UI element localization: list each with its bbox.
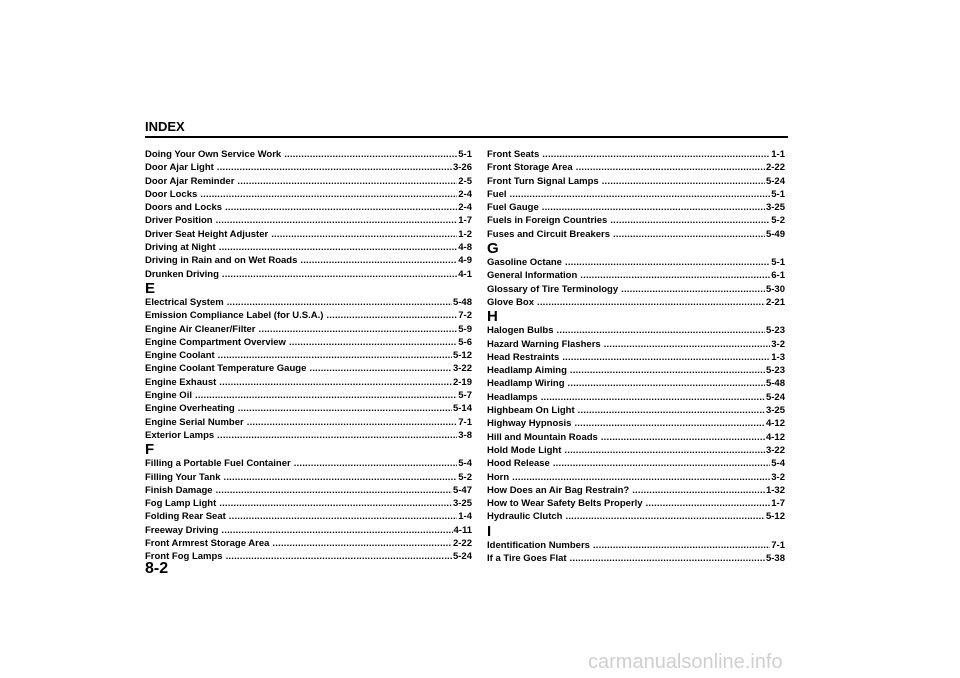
index-entry-label: Finish Damage — [145, 484, 213, 496]
dot-leader — [610, 214, 770, 227]
dot-leader — [512, 471, 770, 484]
index-entry — [487, 188, 785, 201]
dot-leader — [309, 362, 452, 375]
index-entry-label: Front Turn Signal Lamps — [487, 175, 599, 187]
index-entry — [145, 429, 472, 442]
index-entry — [487, 351, 785, 364]
index-entry-label: Horn — [487, 471, 510, 483]
dot-leader — [225, 201, 457, 214]
index-entry-page: 2-22 — [452, 538, 472, 550]
index-entry-page: 5-4 — [458, 458, 472, 470]
index-entry-label: Highway Hypnosis — [487, 418, 572, 430]
index-entry-label: Doors and Locks — [145, 202, 223, 214]
index-entry — [145, 161, 472, 174]
index-entry-label: Engine Coolant Temperature Gauge — [145, 363, 307, 375]
index-entry-label: General Information — [487, 270, 578, 282]
index-entry-label: Doing Your Own Service Work — [145, 149, 282, 160]
index-entry-page: 5-14 — [452, 403, 472, 415]
index-section-letter: I — [487, 522, 492, 540]
index-entry — [487, 296, 785, 309]
index-entry — [487, 283, 785, 296]
dot-leader — [566, 510, 765, 523]
index-entry-label: If a Tire Goes Flat — [487, 553, 567, 565]
index-entry-label: Door Ajar Reminder — [145, 175, 235, 187]
index-entry — [487, 471, 785, 484]
index-entry — [145, 336, 472, 349]
index-entry-page: 3-2 — [771, 338, 785, 350]
index-entry — [487, 201, 785, 214]
index-entry — [487, 256, 785, 269]
index-entry-page: 5-30 — [765, 283, 785, 295]
dot-leader — [247, 416, 458, 429]
index-entry-page: 5-23 — [765, 325, 785, 337]
index-section-letter: H — [487, 308, 498, 326]
index-entry-label: Driver Position — [145, 215, 213, 227]
dot-leader — [326, 309, 457, 322]
index-entry-label: Front Fog Lamps — [145, 551, 223, 563]
dot-leader — [227, 296, 452, 309]
index-entry-page: 5-1 — [771, 188, 785, 200]
index-entry — [145, 148, 472, 161]
index-entry-label: Electrical System — [145, 296, 224, 308]
index-entry-label: Fuel — [487, 188, 507, 200]
index-entry-page: 5-12 — [765, 511, 785, 523]
dot-leader — [271, 228, 457, 241]
dot-leader — [602, 175, 765, 188]
index-entry — [487, 539, 785, 552]
page-number: 8-2 — [145, 560, 169, 577]
dot-leader — [601, 431, 765, 444]
index-entry-page: 1-7 — [771, 498, 785, 510]
index-entry-label: How Does an Air Bag Restrain? — [487, 484, 630, 496]
index-entry — [145, 497, 472, 510]
index-entry-page: 5-23 — [765, 365, 785, 377]
dot-leader — [284, 148, 457, 161]
dot-leader — [216, 484, 452, 497]
dot-leader — [613, 228, 765, 241]
page-header-title: INDEX — [145, 119, 185, 134]
index-entry — [145, 550, 472, 563]
index-entry-page: 4-11 — [453, 524, 472, 536]
index-entry-page: 7-2 — [458, 310, 472, 322]
index-entry — [145, 376, 472, 389]
index-entry-page: 4-9 — [458, 255, 472, 267]
index-entry-page: 3-2 — [771, 471, 785, 483]
index-entry-page: 5-2 — [458, 471, 472, 483]
index-entry-label: Identification Numbers — [487, 539, 590, 551]
dot-leader — [200, 188, 457, 201]
dot-leader — [229, 510, 458, 523]
index-entry-page: 5-48 — [765, 378, 785, 390]
dot-leader — [557, 324, 765, 337]
index-entry-label: Head Restraints — [487, 351, 560, 363]
dot-leader — [510, 188, 771, 201]
index-entry-page: 2-4 — [458, 188, 472, 200]
dot-leader — [259, 323, 458, 336]
dot-leader — [562, 351, 770, 364]
index-entry-label: Fog Lamp Light — [145, 498, 217, 510]
dot-leader — [537, 296, 765, 309]
index-entry-label: Engine Exhaust — [145, 376, 217, 388]
index-entry-page: 5-9 — [458, 323, 472, 335]
index-entry-page: 3-26 — [452, 162, 472, 174]
index-entry-label: Emission Compliance Label (for U.S.A.) — [145, 310, 324, 322]
dot-leader — [580, 269, 770, 282]
index-entry-label: Engine Overheating — [145, 403, 235, 415]
index-entry — [487, 484, 785, 497]
index-entry-label: Driving at Night — [145, 242, 216, 254]
index-entry-page: 1-32 — [765, 484, 785, 496]
index-entry — [487, 338, 785, 351]
dot-leader — [219, 241, 458, 254]
index-entry — [487, 444, 785, 457]
index-entry-page: 5-38 — [765, 553, 785, 565]
index-entry-page: 5-12 — [452, 350, 472, 362]
index-entry — [145, 201, 472, 214]
index-entry — [145, 323, 472, 336]
index-entry — [487, 228, 785, 241]
watermark-text: carmanualsonline.info — [588, 651, 783, 673]
dot-leader — [222, 268, 457, 281]
dot-leader — [289, 336, 457, 349]
index-section-letter: F — [145, 441, 155, 459]
index-entry-label: Headlamp Aiming — [487, 365, 567, 377]
index-entry-label: Driver Seat Height Adjuster — [145, 228, 269, 240]
dot-leader — [217, 161, 452, 174]
index-entry-page: 2-19 — [452, 376, 472, 388]
index-entry — [487, 431, 785, 444]
index-entry-label: Hood Release — [487, 458, 550, 470]
dot-leader — [541, 391, 765, 404]
index-entry-label: Fuses and Circuit Breakers — [487, 228, 611, 240]
index-entry — [145, 214, 472, 227]
dot-leader — [294, 457, 458, 470]
index-entry — [487, 497, 785, 510]
index-entry-label: Halogen Bulbs — [487, 325, 554, 337]
dot-leader — [218, 349, 452, 362]
index-entry-page: 5-6 — [458, 336, 472, 348]
index-entry — [487, 404, 785, 417]
dot-leader — [223, 471, 457, 484]
index-entry-page: 4-1 — [458, 268, 472, 280]
index-entry-page: 5-48 — [452, 296, 472, 308]
index-entry-page: 3-25 — [765, 405, 785, 417]
index-entry-page: 1-4 — [458, 511, 472, 523]
index-entry-page: 5-7 — [458, 390, 472, 402]
index-entry-label: Front Storage Area — [487, 162, 573, 174]
index-entry-label: Engine Compartment Overview — [145, 336, 286, 348]
index-entry — [145, 188, 472, 201]
dot-leader — [221, 524, 452, 537]
index-entry — [145, 268, 472, 281]
index-entry-label: Freeway Driving — [145, 524, 219, 536]
index-entry — [145, 175, 472, 188]
index-entry-page: 2-21 — [765, 296, 785, 308]
index-entry — [487, 364, 785, 377]
index-entry — [145, 296, 472, 309]
index-entry — [145, 349, 472, 362]
index-entry — [145, 309, 472, 322]
index-entry — [145, 254, 472, 267]
index-entry-page: 2-22 — [765, 162, 785, 174]
index-entry-page: 5-2 — [771, 215, 785, 227]
index-entry — [145, 416, 472, 429]
index-entry-page: 2-4 — [458, 202, 472, 214]
index-entry-page: 5-24 — [765, 175, 785, 187]
dot-leader — [217, 429, 457, 442]
dot-leader — [593, 539, 770, 552]
index-entry — [487, 161, 785, 174]
index-entry-label: Exterior Lamps — [145, 429, 215, 441]
index-section-letter: E — [145, 279, 156, 297]
index-entry — [487, 324, 785, 337]
dot-leader — [570, 364, 765, 377]
index-entry-page: 5-24 — [765, 391, 785, 403]
dot-leader — [272, 537, 452, 550]
dot-leader — [621, 283, 765, 296]
index-entry-page: 1-2 — [458, 228, 472, 240]
dot-leader — [195, 389, 457, 402]
index-entry-label: Hazard Warning Flashers — [487, 338, 601, 350]
dot-leader — [219, 376, 452, 389]
index-entry — [487, 391, 785, 404]
dot-leader — [542, 148, 770, 161]
index-entry-page: 1-1 — [771, 149, 785, 160]
index-entry-label: Engine Air Cleaner/Filter — [145, 323, 256, 335]
dot-leader — [237, 175, 457, 188]
index-entry-page: 4-8 — [458, 242, 472, 254]
index-entry — [145, 241, 472, 254]
index-entry — [487, 214, 785, 227]
index-entry — [145, 484, 472, 497]
index-entry-label: Engine Oil — [145, 390, 192, 402]
dot-leader — [646, 497, 771, 510]
index-entry-page: 3-25 — [452, 498, 472, 510]
index-entry — [145, 228, 472, 241]
index-entry — [487, 457, 785, 470]
index-entry-label: Hydraulic Clutch — [487, 511, 563, 523]
index-entry-label: Gasoline Octane — [487, 257, 562, 269]
index-column-right — [487, 148, 785, 565]
index-entry-label: Front Armrest Storage Area — [145, 538, 270, 550]
dot-leader — [568, 377, 765, 390]
index-entry — [487, 175, 785, 188]
index-entry-page: 5-1 — [458, 149, 472, 160]
index-entry-page: 4-12 — [765, 418, 785, 430]
dot-leader — [578, 404, 765, 417]
index-section-letter: G — [487, 240, 499, 258]
index-entry-page: 3-8 — [458, 429, 472, 441]
index-entry-label: Filling a Portable Fuel Container — [145, 458, 291, 470]
index-entry-label: Folding Rear Seat — [145, 511, 226, 523]
index-entry — [145, 402, 472, 415]
dot-leader — [300, 254, 457, 267]
index-entry-label: Hill and Mountain Roads — [487, 431, 598, 443]
index-entry-label: Fuels in Foreign Countries — [487, 215, 608, 227]
dot-leader — [542, 201, 765, 214]
index-entry — [487, 148, 785, 161]
index-entry — [487, 417, 785, 430]
dot-leader — [604, 338, 771, 351]
dot-leader — [226, 550, 452, 563]
index-entry-label: Drunken Driving — [145, 268, 219, 280]
index-entry — [487, 552, 785, 565]
dot-leader — [219, 497, 452, 510]
index-entry-label: How to Wear Safety Belts Properly — [487, 498, 643, 510]
index-entry-page: 5-47 — [452, 484, 472, 496]
dot-leader — [553, 457, 770, 470]
index-entry — [487, 377, 785, 390]
header-rule — [145, 136, 788, 138]
index-entry — [145, 524, 472, 537]
index-entry — [145, 510, 472, 523]
index-entry-page: 3-22 — [452, 363, 472, 375]
index-entry-label: Engine Serial Number — [145, 416, 244, 428]
index-entry — [487, 510, 785, 523]
index-entry-label: Headlamps — [487, 391, 538, 403]
index-entry — [145, 457, 472, 470]
index-entry-page: 7-1 — [458, 416, 472, 428]
index-entry-page: 5-1 — [771, 257, 785, 269]
dot-leader — [632, 484, 765, 497]
index-entry-page: 1-7 — [458, 215, 472, 227]
index-entry-page: 1-3 — [771, 351, 785, 363]
index-entry-page: 5-4 — [771, 458, 785, 470]
dot-leader — [570, 552, 765, 565]
index-entry — [145, 537, 472, 550]
index-entry-label: Door Locks — [145, 188, 198, 200]
dot-leader — [565, 256, 770, 269]
index-entry-page: 3-22 — [765, 444, 785, 456]
index-entry-label: Glossary of Tire Terminology — [487, 283, 619, 295]
index-entry-label: Engine Coolant — [145, 350, 215, 362]
index-entry-label: Door Ajar Light — [145, 162, 214, 174]
dot-leader — [564, 444, 765, 457]
index-entry-label: Hold Mode Light — [487, 444, 562, 456]
index-entry-page: 7-1 — [771, 539, 785, 551]
index-entry-label: Fuel Gauge — [487, 202, 539, 214]
index-entry — [145, 471, 472, 484]
index-entry-label: Headlamp Wiring — [487, 378, 565, 390]
dot-leader — [238, 402, 452, 415]
index-entry — [487, 269, 785, 282]
dot-leader — [576, 161, 765, 174]
index-entry-label: Filling Your Tank — [145, 471, 221, 483]
index-entry-page: 5-49 — [765, 228, 785, 240]
dot-leader — [574, 417, 765, 430]
index-entry-label: Driving in Rain and on Wet Roads — [145, 255, 298, 267]
index-entry-page: 4-12 — [765, 431, 785, 443]
index-entry-label: Front Seats — [487, 149, 540, 160]
index-entry-page: 3-25 — [765, 202, 785, 214]
dot-leader — [216, 214, 458, 227]
index-entry-label: Glove Box — [487, 296, 534, 308]
index-entry — [145, 362, 472, 375]
index-entry — [145, 389, 472, 402]
index-column-left — [145, 148, 472, 564]
index-entry-label: Highbeam On Light — [487, 405, 575, 417]
index-entry-page: 2-5 — [458, 175, 472, 187]
index-entry-page: 5-24 — [452, 551, 472, 563]
index-entry-page: 6-1 — [771, 270, 785, 282]
